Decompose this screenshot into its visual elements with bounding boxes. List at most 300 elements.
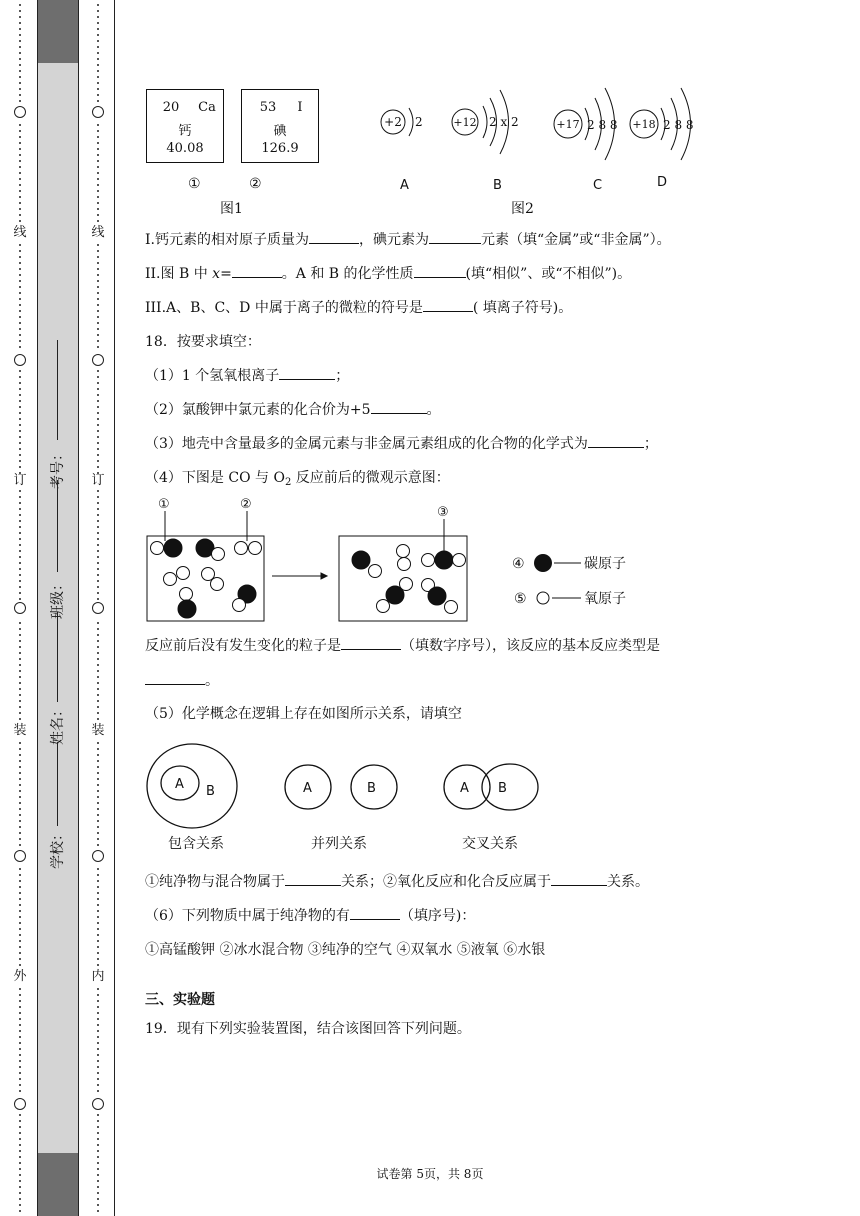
binding-dot [19,1198,21,1200]
binding-dot [97,994,99,996]
binding-dot [19,406,21,408]
oxygen-atom [235,542,248,555]
atom-d-nucleus-charge: +18 [632,118,656,131]
section-3-heading: 三、实验题 [145,992,215,1008]
binding-dot [97,898,99,900]
binding-dot [19,964,21,966]
binding-hole-circle [14,1098,26,1110]
oxygen-atom [151,542,164,555]
binding-dot [19,1012,21,1014]
binding-dot [97,652,99,654]
binding-dot [19,184,21,186]
binding-dot [97,154,99,156]
answer-blank-relation-2[interactable] [551,873,607,886]
binding-dot [97,136,99,138]
binding-dot [97,508,99,510]
binding-dot [97,922,99,924]
binding-dot [97,802,99,804]
atom-structure-diagrams [370,72,710,182]
class-field[interactable] [57,480,59,572]
binding-dot [19,64,21,66]
binding-dot [19,1090,21,1092]
q18-title: 18．按要求填空： [145,334,261,350]
oxygen-atom [177,567,190,580]
carbon-atom [352,551,370,569]
q18-part-1: （1）1 个氢氧根离子 ； [145,368,350,384]
binding-dark-band-bottom [37,1153,78,1216]
binding-dot [19,502,21,504]
binding-dot [19,190,21,192]
binding-dot [97,280,99,282]
binding-dot [19,784,21,786]
binding-dot [97,928,99,930]
binding-dot [97,526,99,528]
oxygen-atom [398,558,411,571]
binding-dot [97,454,99,456]
atom-a-shells: 2 [415,115,423,129]
inner-label-nei: 内 [91,969,105,984]
binding-dot [97,550,99,552]
binding-dot [97,1054,99,1056]
binding-hole-circle [14,602,26,614]
binding-dot [97,424,99,426]
binding-dot [97,820,99,822]
venn-parallel-b-label: B [367,781,376,796]
fig1-caption: 图1 [220,201,243,217]
venn-contain-a-label: A [175,777,184,792]
binding-dot [97,22,99,24]
binding-dot [19,676,21,678]
binding-dot [97,520,99,522]
oxygen-atom [180,588,193,601]
binding-dot [97,700,99,702]
binding-dot [19,88,21,90]
oxygen-atom [233,599,246,612]
binding-dot [19,838,21,840]
binding-dot [97,868,99,870]
binding-dot [19,706,21,708]
q18-part-6: （6）下列物质中属于纯净物的有 （填序号)： [145,908,476,924]
binding-dot [97,394,99,396]
binding-dot [19,802,21,804]
binding-dot [97,544,99,546]
binding-dot [19,1060,21,1062]
binding-dot [19,574,21,576]
binding-dot [97,346,99,348]
binding-dot [97,268,99,270]
binding-dot [97,1042,99,1044]
binding-dot [19,1078,21,1080]
answer-blank-x-value[interactable] [232,265,282,278]
binding-dot [97,1192,99,1194]
element-card-iodine [241,89,319,163]
venn-diagrams [144,736,554,856]
binding-dot [97,538,99,540]
binding-dot [19,274,21,276]
q18-part-5-question: ①纯净物与混合物属于 关系；②氧化反应和化合反应属于 关系。 [145,874,649,890]
binding-dot [97,100,99,102]
binding-dot [19,952,21,954]
binding-dot [19,1066,21,1068]
binding-dot [19,1072,21,1074]
binding-dot [97,838,99,840]
binding-dot [97,406,99,408]
binding-dot [19,208,21,210]
binding-dot [97,772,99,774]
binding-dot [97,1072,99,1074]
answer-blank-ion-symbol[interactable] [423,299,473,312]
oxygen-atom [212,548,225,561]
binding-dot [19,136,21,138]
binding-dot [19,1042,21,1044]
binding-dot [97,1018,99,1020]
answer-blank-formula[interactable] [588,435,644,448]
binding-dot [19,592,21,594]
binding-dot [97,220,99,222]
binding-dot [97,622,99,624]
legend-oxygen-atom [537,592,549,604]
binding-dot [97,1090,99,1092]
binding-dot [97,910,99,912]
binding-dot [97,52,99,54]
binding-dot [97,256,99,258]
binding-dot [19,418,21,420]
school-label: 学校： [50,827,66,869]
binding-dot [19,154,21,156]
binding-dot [19,916,21,918]
binding-dot [97,4,99,6]
binding-dot [97,298,99,300]
binding-dot [97,568,99,570]
oxygen-atom [369,565,382,578]
legend-oxygen-text: 氧原子 [584,591,626,607]
inner-label-ding: 订 [91,473,105,488]
binding-dot [97,1060,99,1062]
atom-label-b: B [493,178,502,193]
name-field[interactable] [57,612,59,702]
binding-dot [97,214,99,216]
binding-dot [19,718,21,720]
carbon-atom [178,600,196,618]
school-field[interactable] [57,742,59,826]
binding-dot [97,784,99,786]
binding-dot [19,1132,21,1134]
binding-dot [97,1156,99,1158]
binding-dot [19,340,21,342]
exam-number-field[interactable] [57,340,59,440]
binding-dot [97,502,99,504]
binding-dot [19,958,21,960]
binding-dot [97,790,99,792]
binding-dot [19,934,21,936]
binding-line-left [37,0,38,1216]
binding-dot [97,340,99,342]
answer-blank-unchanged-particles[interactable] [341,637,401,650]
binding-dot [97,142,99,144]
q18-part-6-options: ①高锰酸钾 ②冰水混合物 ③纯净的空气 ④双氧水 ⑤液氧 ⑥水银 [145,942,546,958]
diagram-label-3: ③ [437,505,449,520]
binding-dot [19,892,21,894]
legend-carbon-text: 碳原子 [584,556,626,572]
binding-dot [97,10,99,12]
binding-dot [19,628,21,630]
binding-dot [19,772,21,774]
binding-dot [97,370,99,372]
molecule-group [151,539,466,618]
binding-dark-band-top [37,0,78,63]
binding-dot [97,34,99,36]
binding-dot [19,1138,21,1140]
binding-dot [19,760,21,762]
binding-dot [97,448,99,450]
binding-hole-circle [92,1098,104,1110]
binding-dot [19,766,21,768]
binding-dot [19,928,21,930]
binding-dot [97,184,99,186]
binding-dot [19,10,21,12]
binding-dot [19,1024,21,1026]
binding-dot [19,568,21,570]
binding-dot [19,166,21,168]
binding-dot [19,34,21,36]
binding-dot [19,1084,21,1086]
binding-dot [97,82,99,84]
q19-text: 19．现有下列实验装置图，结合该图回答下列问题。 [145,1021,471,1037]
iodine-name: 碘 [273,124,287,139]
binding-dot [97,94,99,96]
binding-dot [97,1048,99,1050]
answer-blank-iodine-type[interactable] [429,231,481,244]
binding-dot [19,460,21,462]
legend-oxygen-number: ⑤ [514,591,527,607]
binding-dot [19,160,21,162]
binding-dot [97,1126,99,1128]
answer-blank-reaction-type[interactable] [145,672,205,685]
oxygen-atom [202,568,215,581]
binding-dot [97,442,99,444]
binding-dot [19,280,21,282]
answer-blank-chlorine-valence[interactable] [371,401,427,414]
diagram-label-2: ② [240,497,252,512]
binding-dot [97,658,99,660]
binding-hole-circle [14,850,26,862]
binding-dot [97,382,99,384]
element-card-calcium [146,89,224,163]
binding-dot [97,1084,99,1086]
binding-dot [19,652,21,654]
binding-dot [19,988,21,990]
binding-dot [97,682,99,684]
binding-dot [19,100,21,102]
binding-dot [19,262,21,264]
q17-part-i: I.钙元素的相对原子质量为 ，碘元素为 元素（填“金属”或“非金属”）。 [145,232,671,248]
binding-dot [97,334,99,336]
binding-dot [97,16,99,18]
answer-blank-ca-mass[interactable] [309,231,359,244]
venn-cross-b-label: B [498,781,507,796]
binding-dot [97,676,99,678]
q18-part-4: （4）下图是 CO 与 $O_2$ 反应前后的微观示意图： [145,470,450,488]
binding-dot [97,496,99,498]
q17-part-iii: III.A、B、C、D 中属于离子的微粒的符号是 ( 填离子符号)。 [145,300,573,316]
binding-dot [97,1210,99,1212]
binding-dot [97,712,99,714]
q17-part-ii: II.图 B 中 x= 。A 和 B 的化学性质 (填“相似”、或“不相似”)。 [145,266,632,282]
binding-dot [97,1132,99,1134]
binding-dot [19,448,21,450]
calcium-atomic-number: 20 [162,100,180,115]
binding-dot [19,796,21,798]
binding-dot [97,1000,99,1002]
binding-dot [19,886,21,888]
binding-dot [19,940,21,942]
binding-hole-circle [92,850,104,862]
binding-dot [97,286,99,288]
answer-blank-similarity[interactable] [414,265,466,278]
binding-dot [97,202,99,204]
binding-dot [19,346,21,348]
binding-dot [19,946,21,948]
binding-dot [19,1018,21,1020]
binding-dot [19,40,21,42]
binding-dot [19,394,21,396]
binding-dot [19,316,21,318]
binding-dot [97,766,99,768]
binding-dot [19,52,21,54]
binding-dot [19,304,21,306]
answer-blank-pure-substances[interactable] [350,907,400,920]
binding-dot [19,748,21,750]
binding-dot [19,874,21,876]
binding-dot [19,370,21,372]
legend-carbon-number: ④ [512,556,525,572]
binding-dot [97,874,99,876]
legend-carbon-atom [534,554,552,572]
inner-label-zhuang: 装 [91,723,105,738]
binding-dot [97,430,99,432]
binding-dot [97,514,99,516]
q18-part-5: （5）化学概念在逻辑上存在如图所示关系，请填空 [145,706,462,722]
oxygen-atom [211,578,224,591]
binding-dot [97,40,99,42]
binding-dot [97,1150,99,1152]
binding-dot [97,580,99,582]
binding-dot [97,904,99,906]
binding-hole-circle [92,602,104,614]
binding-dot [19,250,21,252]
binding-dot [97,964,99,966]
binding-dot [19,244,21,246]
venn-caption-cross: 交叉关系 [462,836,518,852]
binding-dot [19,898,21,900]
binding-dot [19,688,21,690]
binding-hole-circle [14,106,26,118]
binding-dot [19,1162,21,1164]
binding-dot [97,244,99,246]
venn-caption-contain: 包含关系 [168,836,224,852]
binding-dot [97,988,99,990]
binding-dot [97,916,99,918]
binding-dot [97,940,99,942]
venn-parallel-a-label: A [303,781,312,796]
binding-dot [19,214,21,216]
binding-dot [19,142,21,144]
binding-dot [97,934,99,936]
binding-dot [97,586,99,588]
oxygen-atom [445,601,458,614]
binding-dot [97,694,99,696]
binding-dot [97,826,99,828]
binding-dot [97,328,99,330]
binding-dot [97,892,99,894]
binding-dot [19,328,21,330]
iodine-symbol: I [297,100,303,115]
binding-dot [19,904,21,906]
binding-dot [19,556,21,558]
binding-dot [97,808,99,810]
binding-dot [97,262,99,264]
binding-dot [19,1036,21,1038]
answer-blank-hydroxide[interactable] [279,367,335,380]
binding-dot [19,580,21,582]
binding-dot [19,376,21,378]
answer-blank-relation-1[interactable] [285,873,341,886]
binding-dot [19,658,21,660]
binding-dot [19,1192,21,1194]
binding-dot [19,808,21,810]
binding-dot [97,208,99,210]
diagram-label-1: ① [158,497,170,512]
oxygen-atom [397,545,410,558]
binding-dot [19,310,21,312]
carbon-atom [164,539,182,557]
binding-dot [97,376,99,378]
binding-dot [19,520,21,522]
calcium-symbol: Ca [198,100,216,115]
binding-dot [97,190,99,192]
binding-dot [19,742,21,744]
binding-margin [0,0,120,1216]
binding-dot [97,304,99,306]
binding-dot [97,166,99,168]
binding-dot [19,58,21,60]
outer-label-zhuang: 装 [13,723,27,738]
binding-dot [19,28,21,30]
binding-dot [97,1186,99,1188]
binding-hole-circle [14,354,26,366]
iodine-mass: 126.9 [261,141,299,156]
class-label: 班级： [50,577,66,619]
atom-label-a: A [400,178,409,193]
binding-dot [97,460,99,462]
binding-dot [97,178,99,180]
binding-dot [19,640,21,642]
binding-dot [19,466,21,468]
binding-dot [19,1030,21,1032]
binding-dot [19,172,21,174]
binding-dot [97,556,99,558]
binding-hole-circle [92,354,104,366]
binding-dot [19,1204,21,1206]
binding-dot [97,1078,99,1080]
binding-dot [19,622,21,624]
binding-dot [97,1120,99,1122]
binding-dot [97,250,99,252]
binding-dot [97,436,99,438]
binding-dot [97,886,99,888]
binding-dot [19,1048,21,1050]
binding-dot [19,532,21,534]
